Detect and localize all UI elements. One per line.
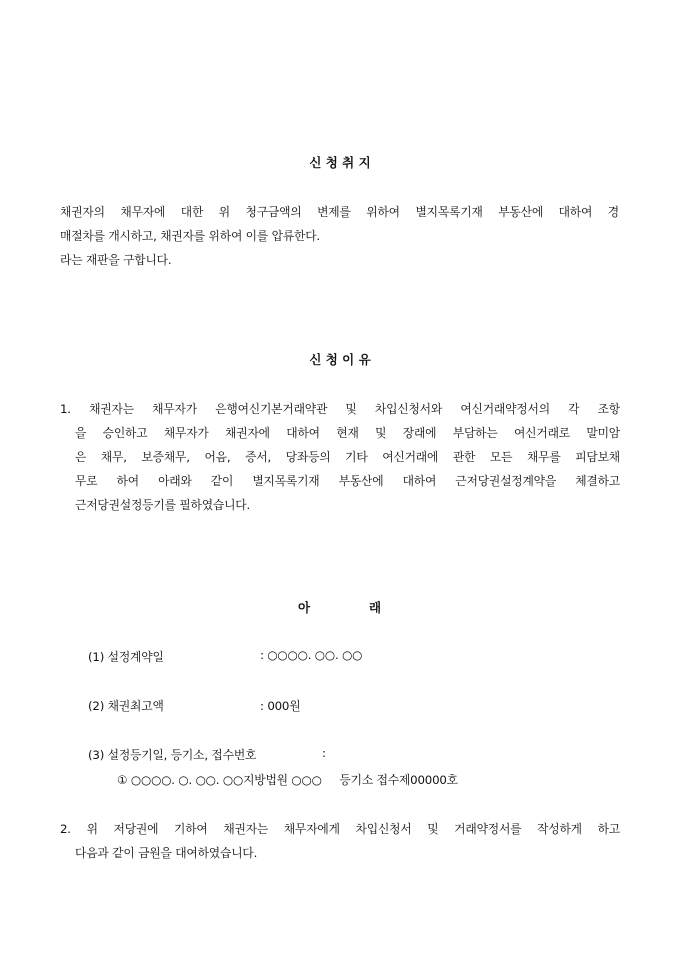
reason-line-4: 무로 하여 아래와 같이 별지목록기재 부동산에 대하여 근저당권설정계약을 체결하고 — [75, 474, 620, 488]
purpose-line-1: 채권자의 채무자에 대한 위 청구금액의 변제를 위하여 별지목록기재 부동산에 대하여 경 — [60, 205, 619, 219]
reason-item-1 — [60, 397, 620, 517]
detail-row-contract-date-label: (1) 설정계약일 — [88, 650, 164, 664]
detail-row-contract-date-value: : ○○○○. ○○. ○○ — [260, 648, 363, 662]
item2-line-2: 다음과 같이 금원을 대여하였습니다. — [75, 846, 258, 860]
details-title-left: 아 — [298, 600, 311, 615]
reason-line-3: 은 채무, 보증채무, 어음, 증서, 당좌등의 기타 여신거래에 관한 모든 채무를 피담보채 — [75, 450, 620, 464]
reason-item-2 — [60, 817, 620, 865]
detail-row-max-amount-value: : 000원 — [260, 699, 301, 713]
detail-row-registration-label: (3) 설정등기일, 등기소, 접수번호 — [88, 748, 257, 762]
detail-row-registration-value: : — [322, 746, 326, 760]
purpose-line-3: 라는 재판을 구합니다. — [60, 253, 172, 267]
section-title-application-purpose: 신 청 취 지 — [309, 155, 371, 170]
reason-line-1: 1. 채권자는 채무자가 은행여신기본거래약관 및 차입신청서와 여신거래약정서의 각 조항 — [60, 402, 620, 416]
section-title-application-reason: 신 청 이 유 — [309, 352, 371, 367]
purpose-line-2: 매절차를 개시하고, 채권자를 위하여 이를 압류한다. — [60, 229, 320, 243]
item2-line-1: 2. 위 저당권에 기하여 채권자는 채무자에게 차입신청서 및 거래약정서를 작성하게 하고 — [60, 822, 620, 836]
detail-registration-sub-item: ① ○○○○. ○. ○○. ○○지방법원 ○○○ 등기소 접수제00000호 — [117, 773, 458, 787]
reason-line-2: 을 승인하고 채무자가 채권자에 대하여 현재 및 장래에 부담하는 여신거래로 말미암 — [75, 426, 620, 440]
detail-row-max-amount-label: (2) 채권최고액 — [88, 699, 164, 713]
reason-line-5: 근저당권설정등기를 필하였습니다. — [75, 498, 251, 512]
application-purpose-paragraph — [60, 200, 619, 272]
details-title-right: 래 — [369, 600, 382, 615]
